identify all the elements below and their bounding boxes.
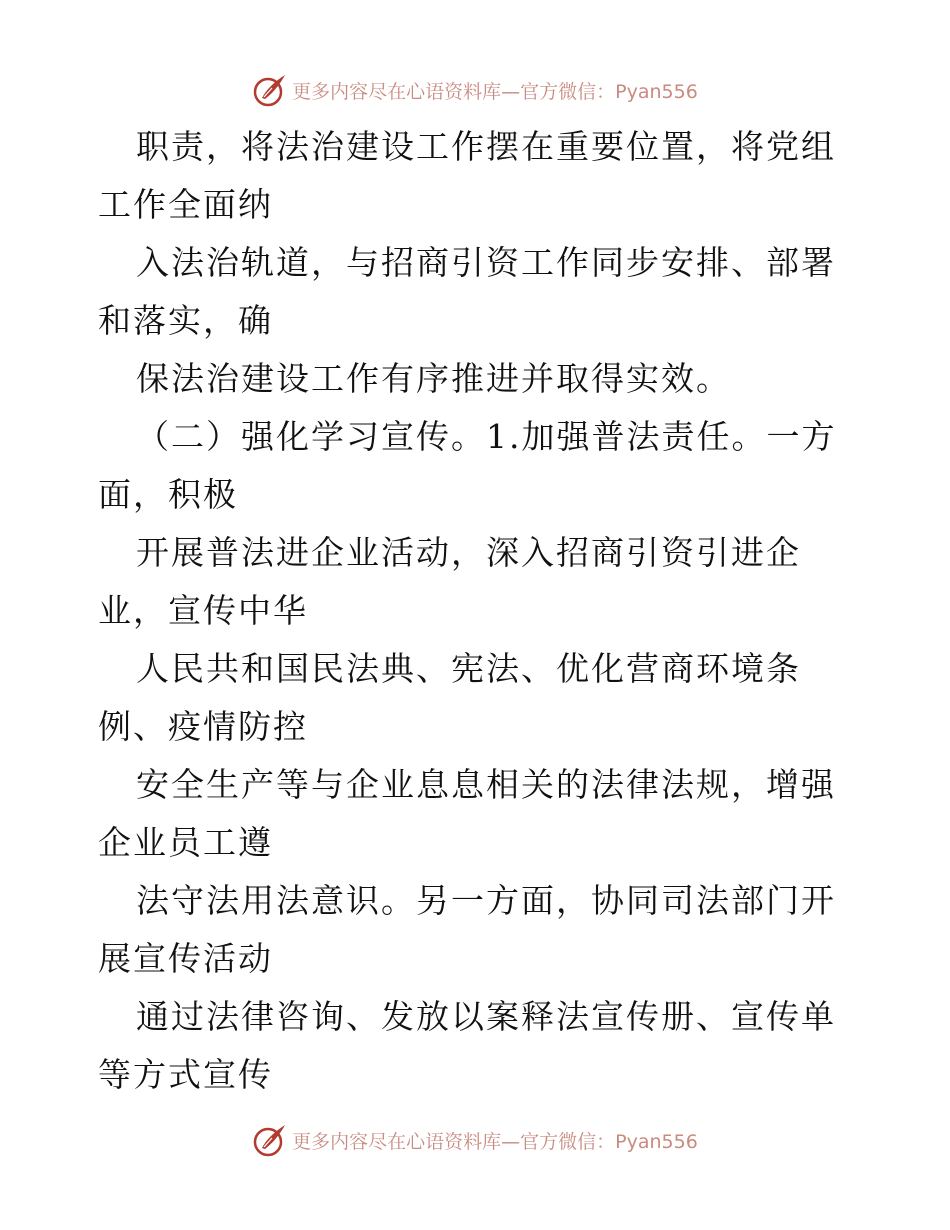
header-watermark — [0, 70, 950, 110]
paragraph-4: （二）强化学习宣传。1.加强普法责任。一方面，积极 — [98, 417, 837, 514]
quill-logo-icon — [252, 1122, 288, 1158]
quill-logo-icon — [252, 72, 288, 108]
paragraph-3: 保法治建设工作有序推进并取得实效。 — [136, 359, 731, 398]
paragraph-6: 人民共和国民法典、宪法、优化营商环境条例、疫情防控 — [98, 649, 801, 746]
document-body — [98, 118, 858, 1104]
paragraph-9: 通过法律咨询、发放以案释法宣传册、宣传单等方式宣传 — [98, 997, 836, 1094]
paragraph-1: 职责，将法治建设工作摆在重要位置，将党组工作全面纳 — [98, 127, 836, 224]
paragraph-8: 法守法用法意识。另一方面，协同司法部门开展宣传活动 — [98, 881, 836, 978]
watermark-text: 更多内容尽在心语资料库—官方微信：Pyan556 — [292, 1130, 698, 1153]
paragraph-5: 开展普法进企业活动，深入招商引资引进企业，宣传中华 — [98, 533, 801, 630]
paragraph-7: 安全生产等与企业息息相关的法律法规，增强企业员工遵 — [98, 765, 836, 862]
watermark-text: 更多内容尽在心语资料库—官方微信：Pyan556 — [292, 80, 698, 103]
footer-watermark — [0, 1120, 950, 1160]
paragraph-2: 入法治轨道，与招商引资工作同步安排、部署和落实，确 — [98, 243, 836, 340]
